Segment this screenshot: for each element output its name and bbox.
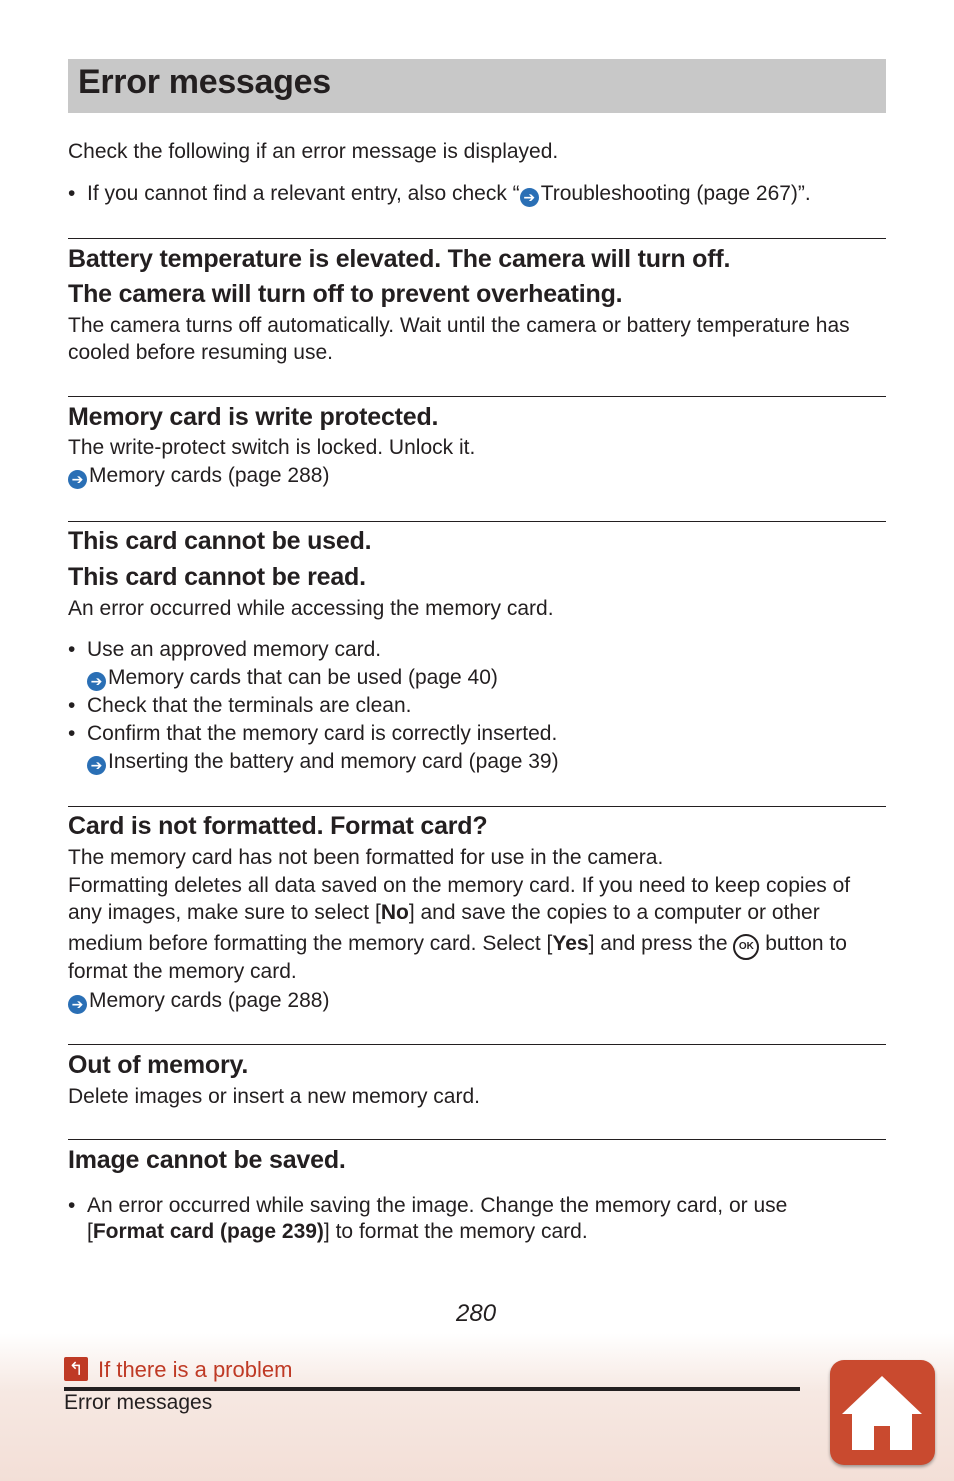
page-number: 280 <box>456 1300 497 1327</box>
ok-button-icon: OK <box>733 934 759 960</box>
reference-link-row <box>68 987 329 1015</box>
arrow-right-circle-icon: ➔ <box>87 672 106 691</box>
section-body: The camera turns off automatically. Wait until the camera or battery temperature has <box>68 314 850 337</box>
home-button[interactable] <box>830 1360 935 1465</box>
list-item-continuation: [Format card (page 239)] to format the memory card. <box>87 1220 588 1243</box>
section-heading: Image cannot be saved. <box>68 1146 346 1174</box>
list-item: • Use an approved memory card. <box>68 638 382 661</box>
reference-link-row <box>68 462 329 490</box>
section-divider <box>68 1139 886 1140</box>
arrow-right-circle-icon: ➔ <box>520 188 539 207</box>
page-title-bar <box>68 59 886 113</box>
arrow-right-circle-icon: ➔ <box>68 470 87 489</box>
section-divider <box>68 238 886 239</box>
arrow-right-circle-icon: ➔ <box>68 995 87 1014</box>
list-item: • Check that the terminals are clean. <box>68 694 412 717</box>
breadcrumb-parent-link[interactable]: If there is a problem <box>98 1357 293 1382</box>
section-body: An error occurred while accessing the memory card. <box>68 597 554 620</box>
section-body: Formatting deletes all data saved on the memory card. If you need to keep copies of <box>68 874 851 897</box>
format-card-link[interactable]: Format card (page 239) <box>92 1220 324 1243</box>
list-item: • Confirm that the memory card is correctly inserted. <box>68 722 558 745</box>
section-body: format the memory card. <box>68 960 297 983</box>
section-body: Delete images or insert a new memory card. <box>68 1085 480 1108</box>
memory-cards-link[interactable]: Memory cards (page 288) <box>89 464 330 487</box>
intro-text: Check the following if an error message is displayed. <box>68 140 559 163</box>
section-heading: Memory card is write protected. <box>68 403 439 431</box>
reference-link-row <box>87 664 498 692</box>
section-heading: Battery temperature is elevated. The camera will turn off. <box>68 245 731 273</box>
section-heading: Card is not formatted. Format card? <box>68 812 488 840</box>
section-heading: This card cannot be used. <box>68 527 372 555</box>
section-divider <box>68 1044 886 1045</box>
section-body: medium before formatting the memory card. Select [Yes] and press the OK button to <box>68 930 847 960</box>
page-title: Error messages <box>78 63 331 101</box>
section-divider <box>68 806 886 807</box>
intro-bullet: • If you cannot find a relevant entry, also check “ ➔ Troubleshooting (page 267)”. <box>68 182 811 205</box>
section-body: cooled before resuming use. <box>68 341 333 364</box>
inserting-battery-link[interactable]: Inserting the battery and memory card (page 39) <box>108 750 559 773</box>
list-item: • An error occurred while saving the image. Change the memory card, or use <box>68 1194 788 1217</box>
section-body: any images, make sure to select [No] and save the copies to a computer or other <box>68 901 820 924</box>
section-heading: The camera will turn off to prevent overheating. <box>68 280 623 308</box>
section-body: The memory card has not been formatted for use in the camera. <box>68 846 664 869</box>
return-arrow-icon[interactable]: ↰ <box>64 1357 88 1381</box>
home-icon <box>840 1372 925 1452</box>
section-heading: Out of memory. <box>68 1051 249 1079</box>
memory-cards-link[interactable]: Memory cards (page 288) <box>89 989 330 1012</box>
arrow-right-circle-icon: ➔ <box>87 756 106 775</box>
section-divider <box>68 521 886 522</box>
section-body: The write-protect switch is locked. Unlock it. <box>68 436 476 459</box>
section-heading: This card cannot be read. <box>68 563 366 591</box>
troubleshooting-link[interactable]: Troubleshooting (page 267) <box>540 182 798 205</box>
reference-link-row <box>87 748 559 776</box>
usable-cards-link[interactable]: Memory cards that can be used (page 40) <box>108 666 498 689</box>
section-divider <box>68 396 886 397</box>
breadcrumb-current: Error messages <box>64 1391 213 1414</box>
